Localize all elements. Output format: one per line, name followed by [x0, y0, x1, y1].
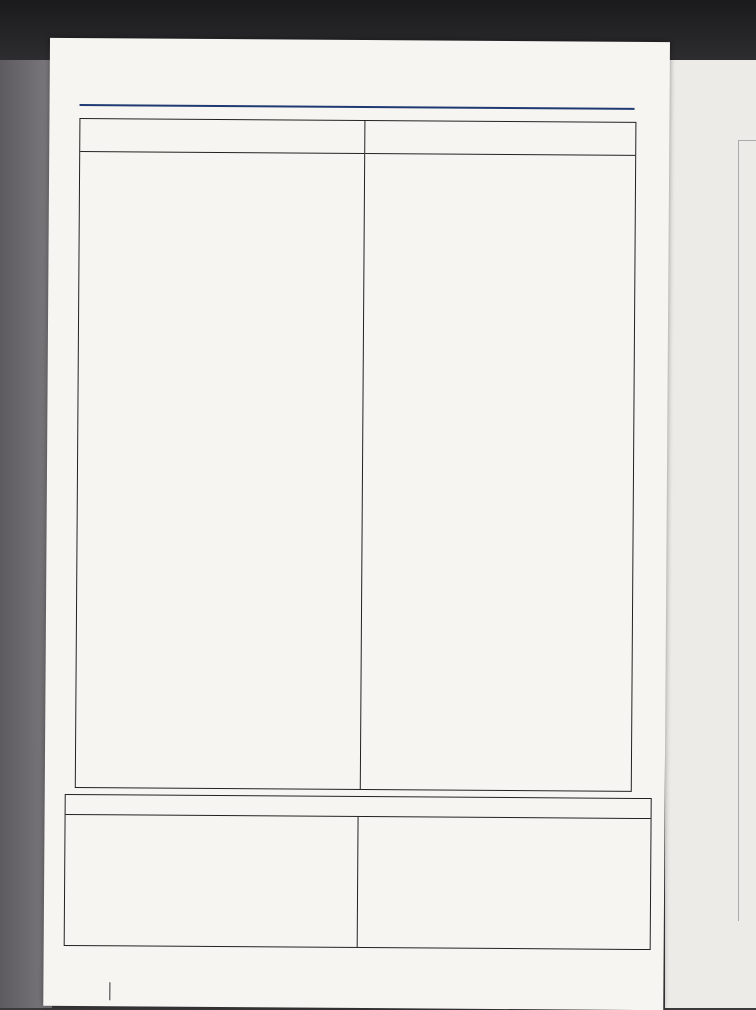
footer-divider [109, 982, 110, 1000]
right-column [361, 121, 635, 791]
next-service-right [357, 817, 651, 949]
left-header [80, 119, 365, 154]
right-header [366, 121, 636, 156]
page-footer [89, 984, 105, 998]
right-page-box [738, 140, 756, 921]
booklet-page [43, 38, 670, 1010]
next-service-left [65, 815, 359, 947]
title-rule [80, 104, 635, 110]
service-grid [75, 118, 637, 792]
next-service-box [64, 794, 652, 950]
next-or-row [69, 849, 83, 871]
left-column [76, 119, 366, 789]
